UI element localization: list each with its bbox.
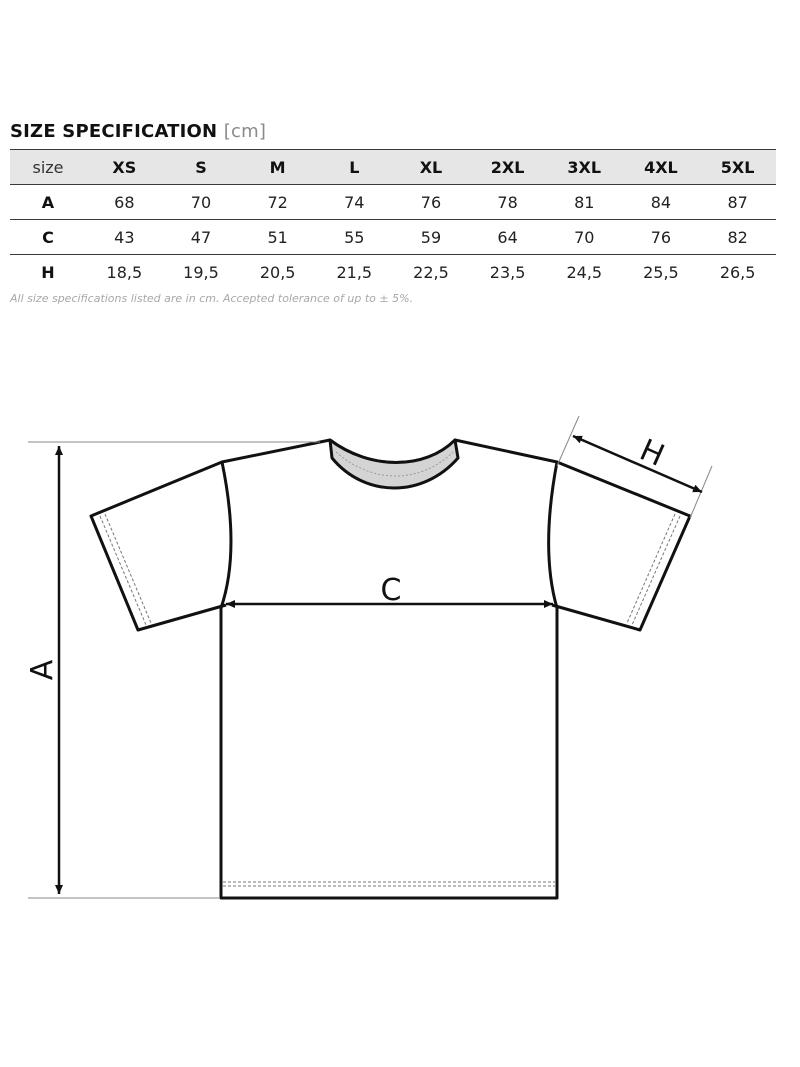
size-header-cell: 2XL (469, 150, 546, 185)
size-header-cell: S (163, 150, 240, 185)
tolerance-footnote: All size specifications listed are in cm. Accepted tolerance of up to ± 5%. (10, 292, 414, 305)
right-sleeve (552, 462, 690, 630)
table-cell: 64 (469, 220, 546, 255)
size-header-cell: XL (393, 150, 470, 185)
dimension-h-guide-left (557, 416, 579, 466)
table-cell: 47 (163, 220, 240, 255)
size-header-cell: 5XL (699, 150, 776, 185)
table-cell: 72 (239, 185, 316, 220)
table-cell: 23,5 (489, 262, 526, 282)
table-cell: 19,5 (183, 262, 219, 282)
dimension-a-label: A (25, 659, 60, 681)
table-cell: 82 (699, 220, 776, 255)
table-cell: 51 (239, 220, 316, 255)
table-cell: 68 (86, 185, 163, 220)
spec-title-unit: [cm] (223, 121, 267, 142)
row-label: C (10, 220, 86, 255)
table-cell: 24,5 (566, 262, 603, 282)
table-cell: 78 (469, 185, 546, 220)
table-cell: 59 (393, 220, 470, 255)
table-cell: 21,5 (336, 262, 373, 282)
collar-rib (330, 440, 458, 488)
left-sleeve-hem (100, 514, 151, 625)
table-cell: 81 (546, 185, 623, 220)
table-cell: 87 (699, 185, 776, 220)
size-header-cell: M (239, 150, 316, 185)
table-cell: 22,5 (413, 262, 449, 282)
tshirt-outline (221, 440, 557, 898)
table-cell: 26,5 (719, 262, 756, 282)
table-cell: 76 (393, 185, 470, 220)
table-cell: 76 (623, 220, 700, 255)
table-cell: 70 (163, 185, 240, 220)
size-header-cell: L (316, 150, 393, 185)
left-sleeve (91, 462, 226, 630)
spec-title-text: SIZE SPECIFICATION (10, 121, 218, 142)
table-cell: 18,5 (106, 262, 143, 282)
table-cell: 25,5 (643, 262, 679, 282)
size-header-label: size (10, 150, 86, 185)
size-header-cell: 4XL (623, 150, 700, 185)
row-label: H (41, 262, 55, 282)
table-cell: 55 (316, 220, 393, 255)
dimension-h-label: H (634, 432, 670, 474)
size-header-cell: XS (86, 150, 163, 185)
table-cell: 70 (546, 220, 623, 255)
row-label: A (10, 185, 86, 220)
table-cell: 43 (86, 220, 163, 255)
dimension-c-label: C (380, 573, 402, 608)
table-cell: 84 (623, 185, 700, 220)
size-header-cell: 3XL (546, 150, 623, 185)
table-cell: 74 (316, 185, 393, 220)
right-sleeve-hem (627, 514, 680, 625)
table-cell: 20,5 (259, 262, 296, 282)
